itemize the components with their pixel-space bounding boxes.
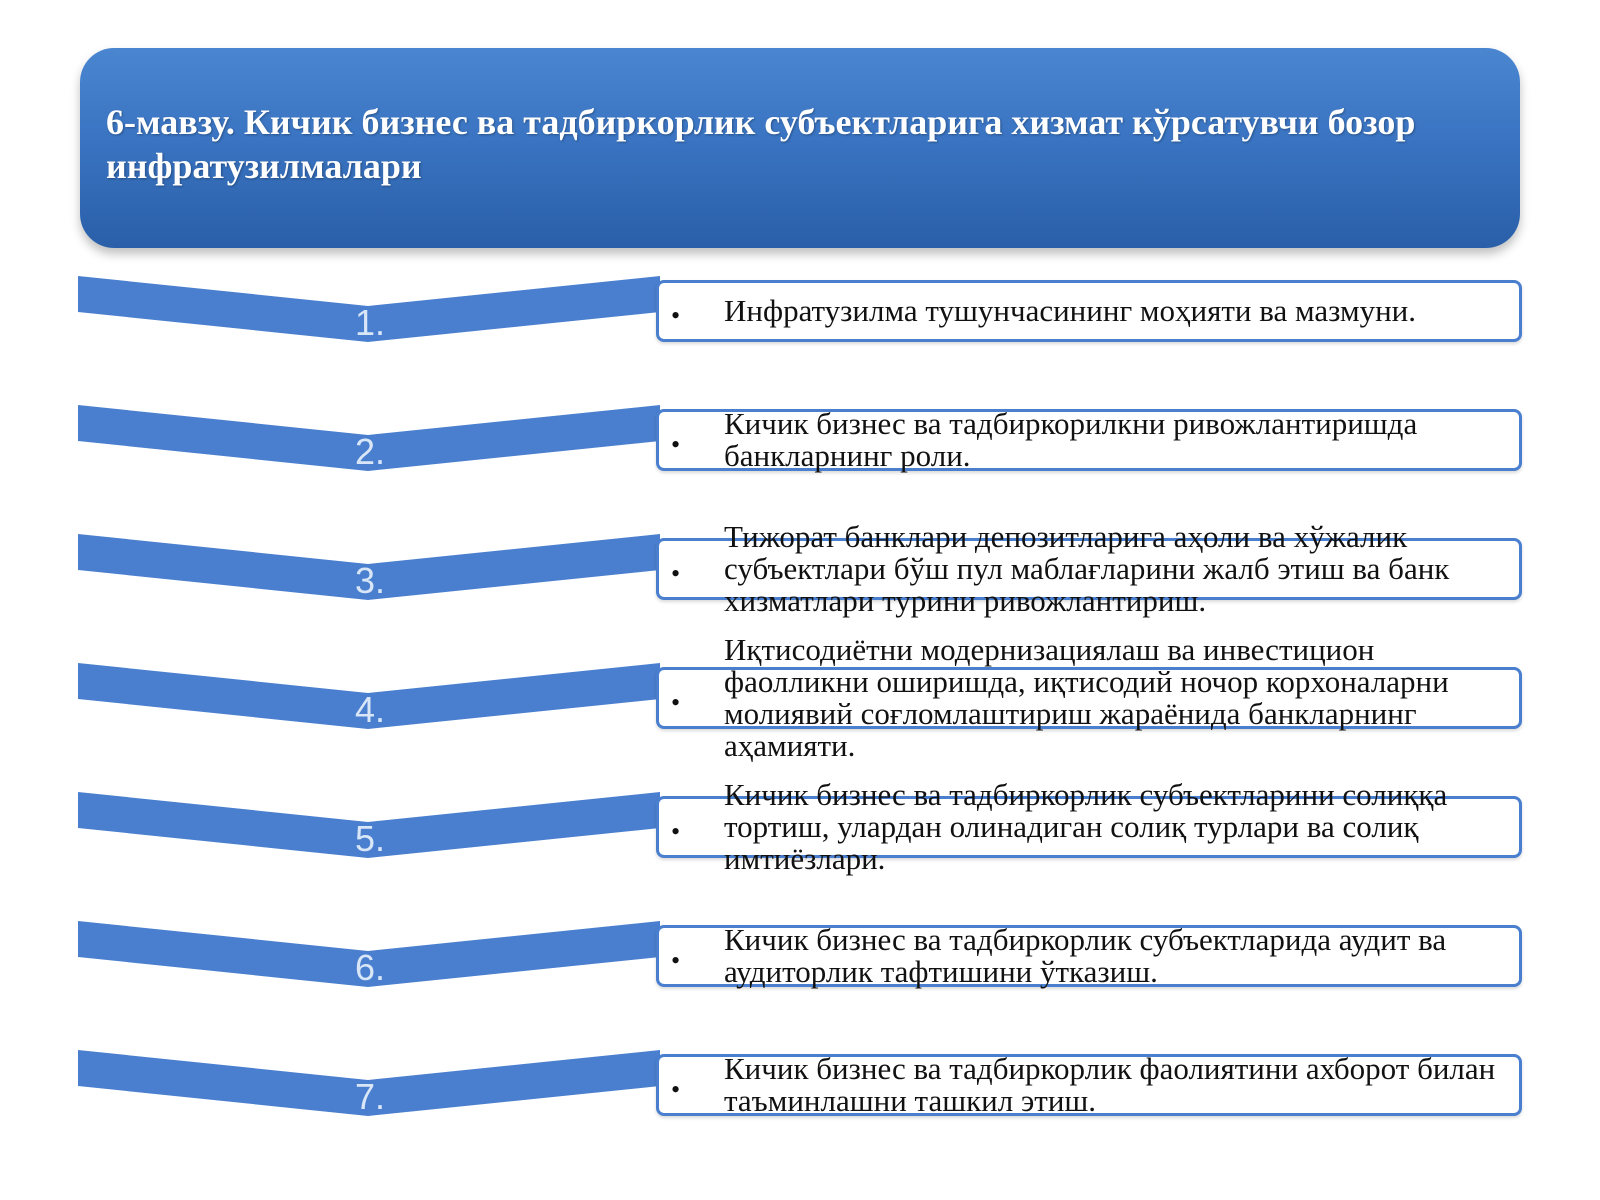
step-number: 2. — [354, 431, 386, 472]
step-text: Тижорат банклари депозитларига аҳоли ва хўжалик субъектлари бўш пул маблағларини жалб этиш ва банк хизматлари турини ривожлантириш. — [724, 519, 1450, 618]
step-number: 5. — [354, 818, 386, 859]
step-text: Кичик бизнес ва тадбиркорлик субъектларида аудит ва аудиторлик тафтишини ўтказиш. — [724, 922, 1447, 989]
list-item — [0, 921, 1600, 1031]
step-number: 3. — [354, 560, 386, 601]
step-text: Кичик бизнес ва тадбиркорлик субъектларини солиққа тортиш, улардан олинадиган солиқ турлари ва солиқ имтиёзлари. — [724, 777, 1448, 876]
step-number: 7. — [354, 1076, 386, 1117]
bullet-icon: • — [671, 946, 681, 976]
list-item — [0, 632, 1600, 773]
step-text: Кичик бизнес ва тадбиркорилкни ривожлантиришда банкларнинг роли. — [724, 406, 1418, 473]
bullet-icon: • — [671, 1075, 681, 1105]
bullet-icon: • — [671, 559, 681, 589]
list-item — [0, 777, 1600, 902]
bullet-icon: • — [671, 817, 681, 847]
bullet-icon: • — [671, 688, 681, 718]
list-item — [0, 1050, 1600, 1160]
list-item — [0, 405, 1600, 515]
step-text: Кичик бизнес ва тадбиркорлик фаолиятини ахборот билан таъминлашни ташкил этиш. — [724, 1051, 1496, 1118]
step-number: 1. — [354, 302, 386, 343]
list-item — [0, 519, 1600, 644]
page-title: 6-мавзу. Кичик бизнес ва тадбиркорлик субъектларига хизмат кўрсатувчи бозор инфратузилмалари — [106, 102, 1416, 186]
bullet-icon: • — [671, 301, 681, 331]
title-banner — [80, 48, 1520, 248]
step-number: 4. — [354, 689, 386, 730]
step-text: Инфратузилма тушунчасининг моҳияти ва мазмуни. — [724, 293, 1417, 328]
bullet-icon: • — [671, 430, 681, 460]
list-item — [0, 276, 1600, 386]
step-number: 6. — [354, 947, 386, 988]
step-text: Иқтисодиётни модернизациялаш ва инвестицион фаолликни оширишда, иқтисодий ночор корхоналарни молиявий соғломлаштириш жараёнида банкларнинг аҳамияти. — [724, 632, 1449, 763]
